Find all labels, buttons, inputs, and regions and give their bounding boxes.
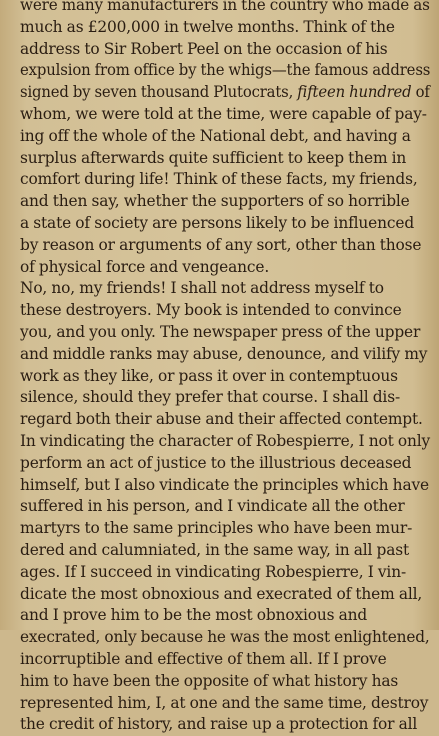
- text-line: ages. If I succeed in vindicating Robespierre, I vin-: [20, 562, 407, 581]
- text-line: these destroyers. My book is intended to convince: [20, 301, 402, 320]
- text-line: of physical force and vengeance.: [20, 257, 270, 276]
- text-line: martyrs to the same principles who have been mur-: [20, 519, 413, 538]
- italic-phrase: fifteen hundred: [297, 83, 412, 102]
- text-line: comfort during life! Think of these facts, my friends,: [20, 170, 418, 189]
- text-line: a state of society are persons likely to be influenced: [20, 213, 415, 232]
- text-line: dered and calumniated, in the same way, in all past: [20, 540, 410, 559]
- text-line: and middle ranks may abuse, denounce, and vilify my: [20, 344, 428, 363]
- text-line: work as they like, or pass it over in contemptuous: [20, 366, 398, 385]
- text-line: the credit of history, and raise up a protection for all: [20, 715, 418, 734]
- text-line: whom, we were told at the time, were capable of pay-: [20, 104, 427, 123]
- text-line: you, and you only. The newspaper press of the upper: [20, 322, 421, 341]
- text-line: much as £200,000 in twelve months. Think of the: [20, 17, 395, 36]
- text-line: were many manufacturers in the country who made as: [20, 0, 430, 14]
- text-line: address to Sir Robert Peel on the occasion of his: [20, 39, 388, 58]
- text-line: silence, should they prefer that course. I shall dis-: [20, 388, 401, 407]
- text-line: suffered in his person, and I vindicate all the other: [20, 497, 405, 516]
- text-line: No, no, my friends! I shall not address myself to: [20, 279, 384, 298]
- text-line: and then say, whether the supporters of so horrible: [20, 192, 410, 211]
- text-line: ing off the whole of the National debt, and having a: [20, 126, 411, 145]
- text-line: and I prove him to be the most obnoxious and: [20, 606, 368, 625]
- text-line: signed by seven thousand Plutocrats, fifteen hundred of: [20, 83, 430, 102]
- text-line: expulsion from office by the whigs—the famous address: [20, 61, 431, 80]
- text-line: regard both their abuse and their affected contempt.: [20, 410, 423, 429]
- text-line: him to have been the opposite of what history has: [20, 671, 399, 690]
- text-line: by reason or arguments of any sort, other than those: [20, 235, 422, 254]
- text-line: represented him, I, at one and the same time, destroy: [20, 693, 429, 712]
- text-line: incorruptible and effective of them all. If I prove: [20, 649, 387, 668]
- text-line: In vindicating the character of Robespierre, I not only: [20, 431, 431, 450]
- text-line: perform an act of justice to the illustrious deceased: [20, 453, 412, 472]
- text-line: himself, but I also vindicate the principles which have: [20, 475, 429, 494]
- text-line: execrated, only because he was the most enlightened,: [20, 628, 430, 647]
- text-line: dicate the most obnoxious and execrated of them all,: [20, 584, 423, 603]
- text-line: surplus afterwards quite sufficient to keep them in: [20, 148, 407, 167]
- page-text: [20, 0, 430, 736]
